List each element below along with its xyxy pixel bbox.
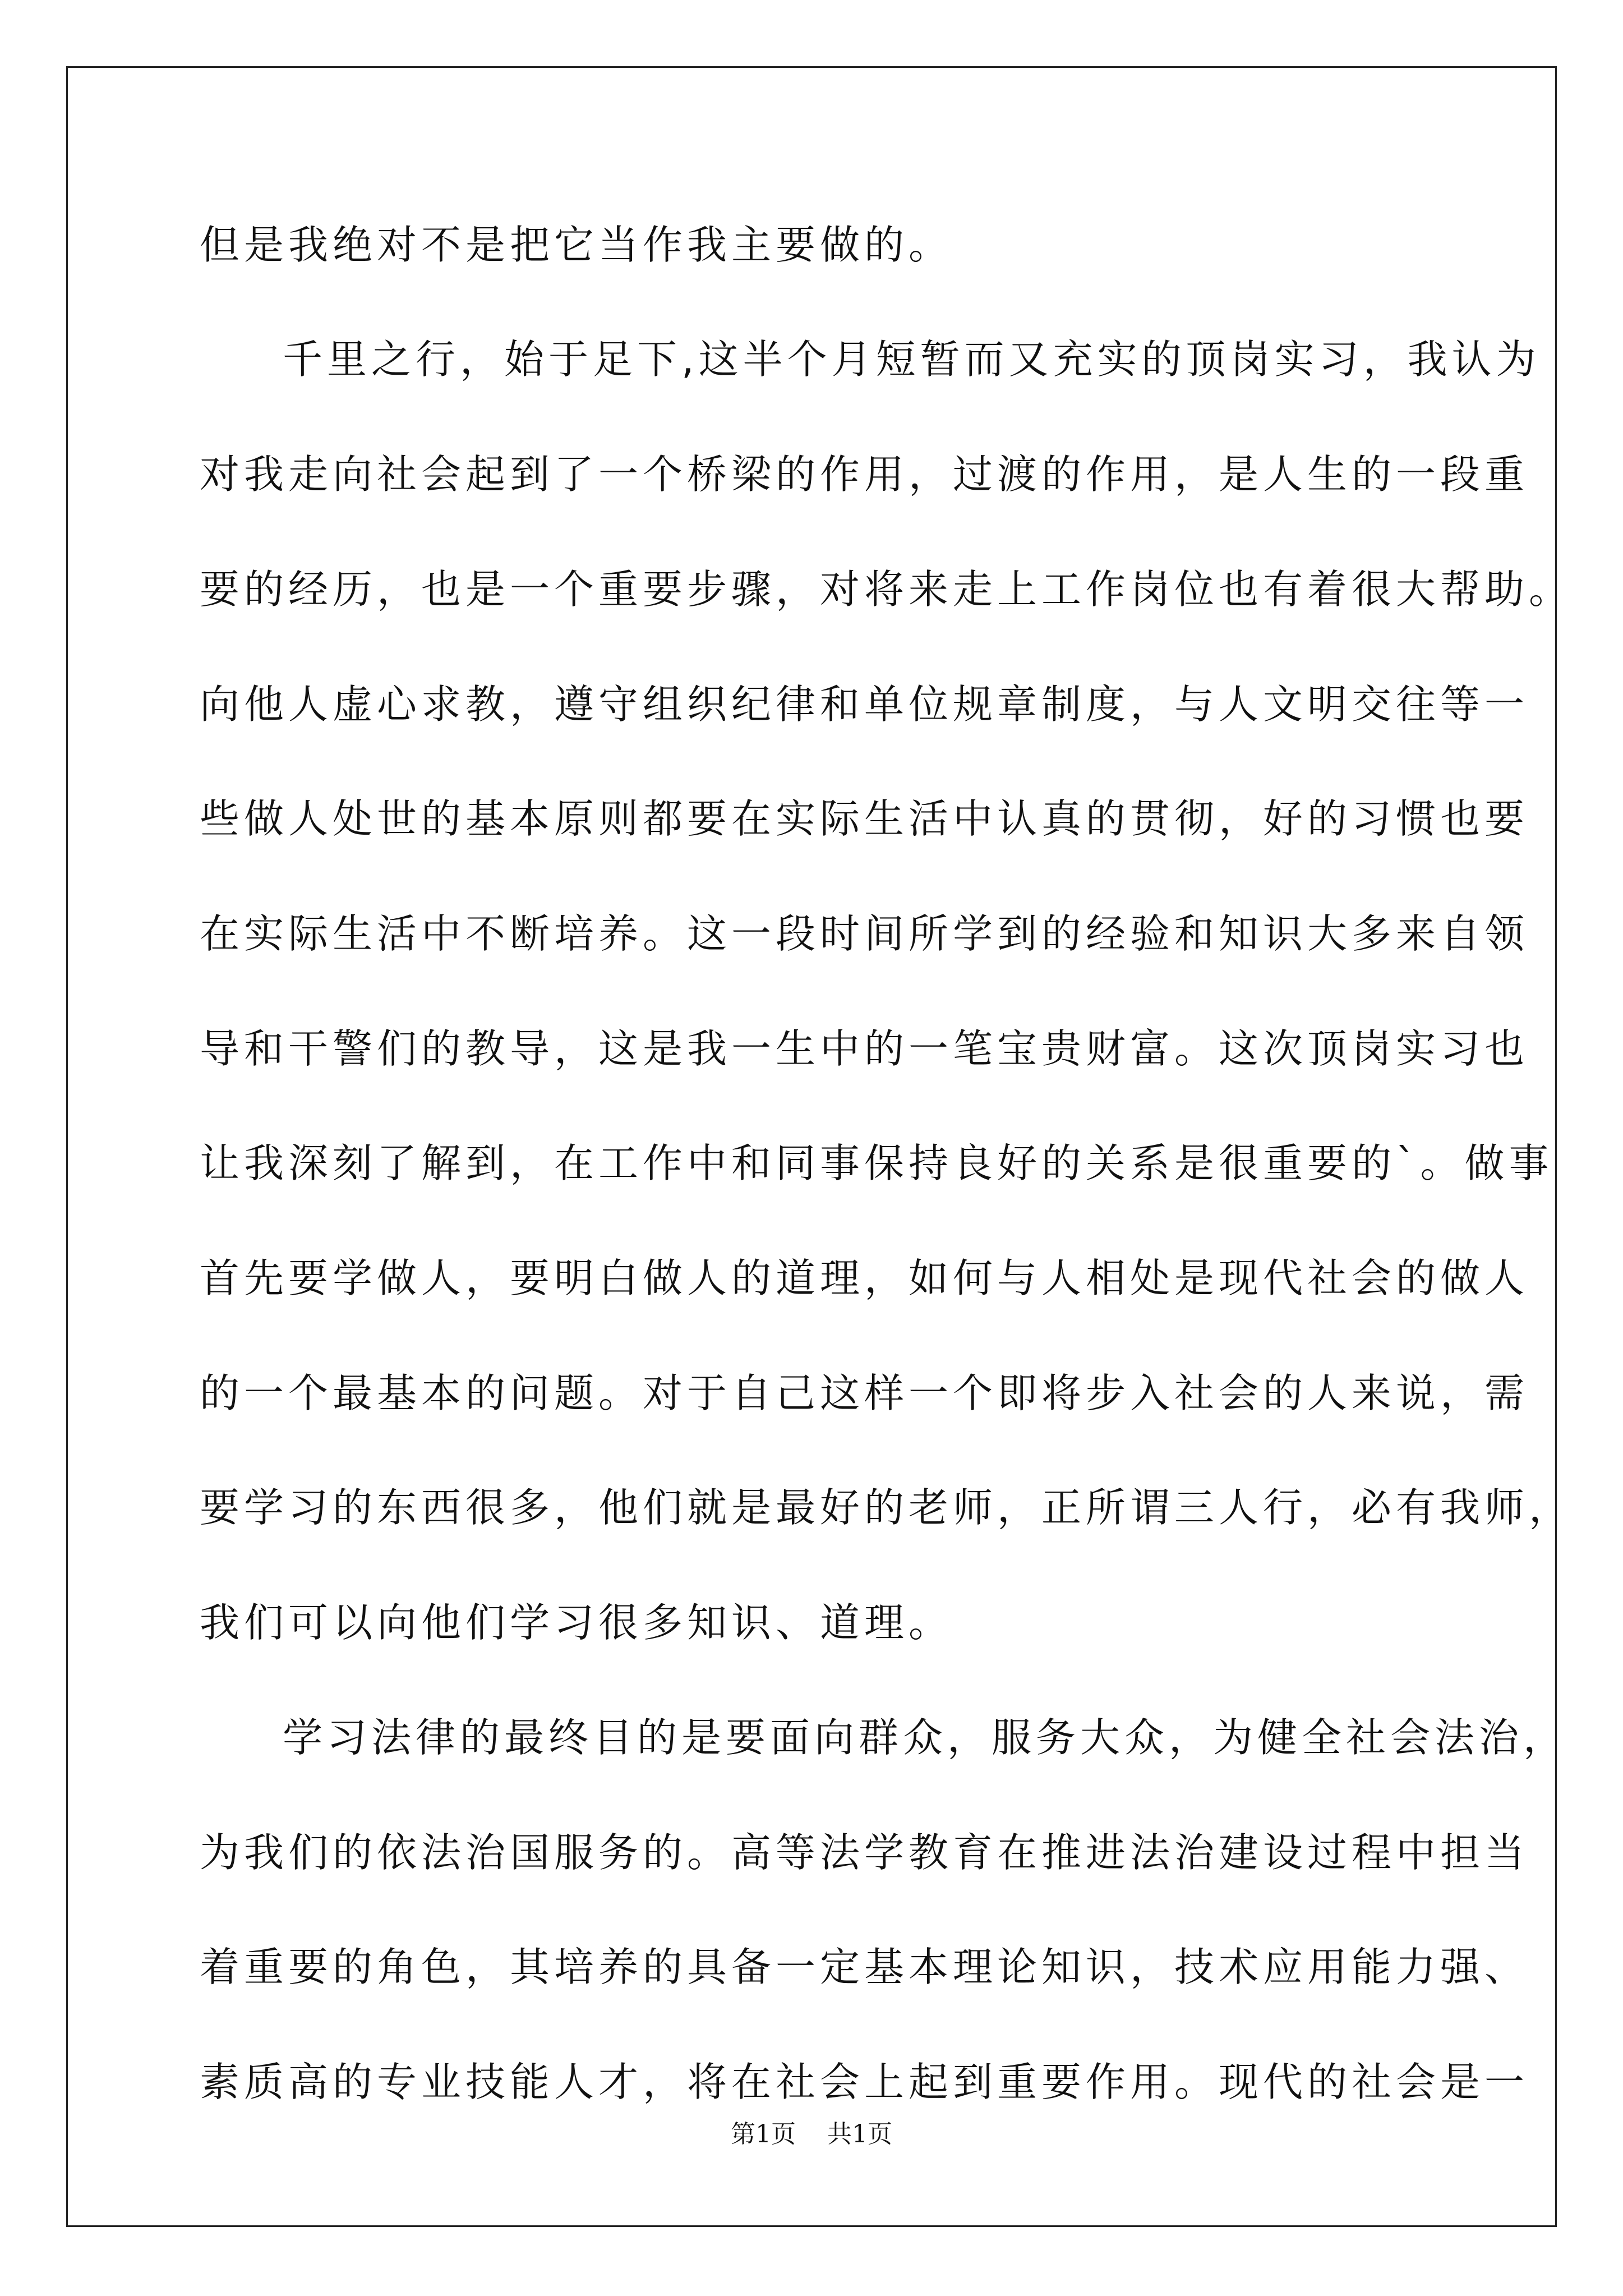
body-line: 着重要的角色，其培养的具备一定基本理论知识，技术应用能力强、 [200, 1944, 1529, 1990]
page-number: 第1页 [731, 2120, 796, 2148]
page-footer [0, 2118, 1623, 2151]
body-line: 向他人虚心求教，遵守组织纪律和单位规章制度，与人文明交往等一 [200, 681, 1529, 728]
body-line: 为我们的依法治国服务的。高等法学教育在推进法治建设过程中担当 [200, 1829, 1529, 1876]
body-line: 要学习的东西很多，他们就是最好的老师，正所谓三人行，必有我师， [200, 1484, 1574, 1531]
body-line: 些做人处世的基本原则都要在实际生活中认真的贯彻，好的习惯也要 [200, 795, 1529, 842]
body-line: 但是我绝对不是把它当作我主要做的。 [200, 222, 953, 268]
body-line: 的一个最基本的问题。对于自己这样一个即将步入社会的人来说，需 [200, 1370, 1529, 1416]
body-line: 素质高的专业技能人才，将在社会上起到重要作用。现代的社会是一 [200, 2059, 1529, 2105]
body-line: 在实际生活中不断培养。这一段时间所学到的经验和知识大多来自领 [200, 910, 1529, 957]
body-line: 让我深刻了解到，在工作中和同事保持良好的关系是很重要的`。做事 [200, 1140, 1553, 1186]
body-line: 首先要学做人，要明白做人的道理，如何与人相处是现代社会的做人 [200, 1255, 1529, 1301]
body-line: 我们可以向他们学习很多知识、道理。 [200, 1599, 953, 1646]
paragraph-first-line: 千里之行，始于足下,这半个月短暂而又充实的顶岗实习，我认为 [283, 336, 1541, 383]
body-line: 导和干警们的教导，这是我一生中的一笔宝贵财富。这次顶岗实习也 [200, 1025, 1529, 1072]
page-total: 共1页 [827, 2120, 892, 2148]
body-line: 对我走向社会起到了一个桥梁的作用，过渡的作用，是人生的一段重 [200, 451, 1529, 498]
body-line: 要的经历，也是一个重要步骤，对将来走上工作岗位也有着很大帮助。 [200, 566, 1574, 613]
paragraph-first-line: 学习法律的最终目的是要面向群众，服务大众，为健全社会法治， [283, 1714, 1568, 1761]
